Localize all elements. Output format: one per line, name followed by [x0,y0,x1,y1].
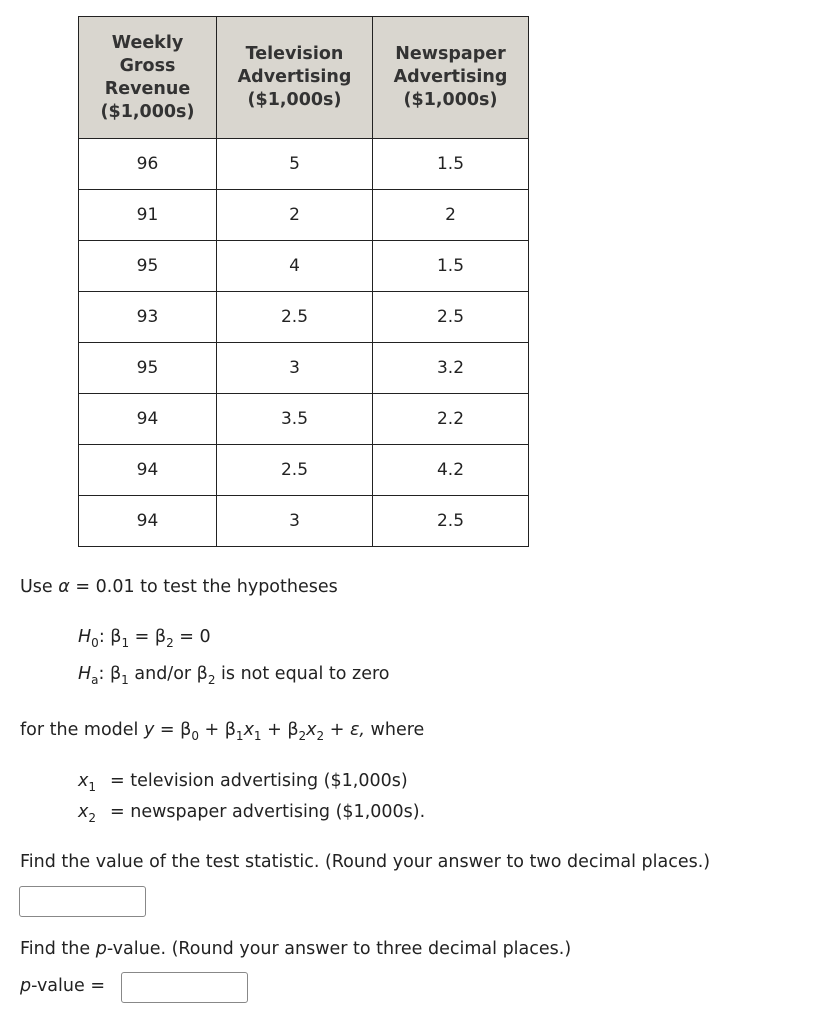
beta-subscript: 2 [166,636,174,650]
header-line: ($1,000s) [403,90,498,110]
definition-x1 [78,771,408,794]
p-value-label [20,976,105,996]
table-cell: 4.2 [373,445,529,496]
definition-x2 [78,802,426,825]
table-row [79,241,529,292]
q2-text: Find the [20,939,96,959]
header-line: Newspaper [395,44,506,64]
table-cell: 95 [79,343,217,394]
model-y: y [143,720,155,740]
table-cell: 95 [79,241,217,292]
q2-p: p [95,939,107,959]
model-sentence [20,720,425,743]
header-newspaper-advertising [373,17,529,139]
null-hypothesis [78,627,211,650]
def-var: x [78,771,89,791]
model-text: = β [154,720,192,740]
model-subscript: 1 [235,729,244,743]
table-cell: 3 [217,343,373,394]
alpha-symbol: α [58,577,70,597]
h-subscript: 0 [91,636,99,650]
test-statistic-input[interactable] [19,886,146,917]
beta-subscript: 1 [121,673,129,687]
model-x: x [243,720,254,740]
header-line: Television [245,44,344,64]
table-row [79,445,529,496]
p-value-input[interactable] [121,972,248,1003]
question-test-statistic: Find the value of the test statistic. (Round your answer to two decimal places.) [20,852,711,872]
intro-rest: = 0.01 to test the hypotheses [75,577,338,597]
table-cell: 3.5 [217,394,373,445]
alternative-hypothesis [78,664,390,687]
table-row [79,496,529,547]
table-header-row [79,17,529,139]
header-line: Revenue [104,78,191,99]
table-cell: 3 [217,496,373,547]
table-cell: 91 [79,190,217,241]
question-p-value [20,939,571,959]
table-cell: 3.2 [373,343,529,394]
def-subscript: 2 [88,811,96,825]
header-line: Gross [119,55,176,76]
table-cell: 2.5 [217,292,373,343]
ha-text: is not equal to zero [215,664,390,684]
model-prefix: for the model [20,720,139,740]
table-cell: 94 [79,445,217,496]
model-subscript: 2 [316,729,325,743]
def-var: x [78,802,89,822]
table-row [79,292,529,343]
ha-text: and/or β [128,664,208,684]
model-text: + β [261,720,299,740]
beta-subscript: 2 [207,673,216,687]
table-cell: 93 [79,292,217,343]
table-row [79,139,529,190]
table-cell: 5 [217,139,373,190]
model-epsilon: + ε, [324,720,365,740]
header-line: Weekly [111,32,184,53]
label-p: p [20,976,32,996]
ha-text: : β [98,664,122,684]
def-text: = television advertising ($1,000s) [110,771,408,791]
q2-text: -value. (Round your answer to three decimal places.) [106,939,572,959]
table-row [79,394,529,445]
table-cell: 2.5 [373,496,529,547]
h0-text: = 0 [173,627,211,647]
h-symbol: H [78,627,92,647]
h-symbol: H [78,664,92,684]
header-line: ($1,000s) [100,101,195,122]
header-line: Advertising [237,67,352,87]
model-where: where [364,720,425,740]
table-row [79,190,529,241]
model-subscript: 2 [298,729,307,743]
def-text: = newspaper advertising ($1,000s). [110,802,426,822]
header-television-advertising [217,17,373,139]
table-row [79,343,529,394]
header-line: Advertising [393,67,508,87]
header-weekly-gross-revenue [79,17,217,139]
table-cell: 2 [373,190,529,241]
h0-text: : β [98,627,122,647]
table-cell: 2 [217,190,373,241]
table-cell: 2.5 [373,292,529,343]
def-subscript: 1 [88,780,96,794]
table-cell: 94 [79,394,217,445]
intro-use: Use [20,577,53,597]
table-cell: 4 [217,241,373,292]
table-cell: 1.5 [373,139,529,190]
h0-text: = β [129,627,167,647]
h-subscript: a [91,673,99,687]
table-cell: 96 [79,139,217,190]
beta-subscript: 1 [121,636,130,650]
intro-sentence [20,577,338,597]
table-cell: 1.5 [373,241,529,292]
header-line: ($1,000s) [247,90,342,110]
model-x: x [306,720,317,740]
label-rest: -value = [31,976,105,996]
table-cell: 2.5 [217,445,373,496]
data-table [78,16,529,547]
model-subscript: 0 [191,729,199,743]
model-text: + β [198,720,236,740]
model-subscript: 1 [253,729,262,743]
table-cell: 94 [79,496,217,547]
table-cell: 2.2 [373,394,529,445]
